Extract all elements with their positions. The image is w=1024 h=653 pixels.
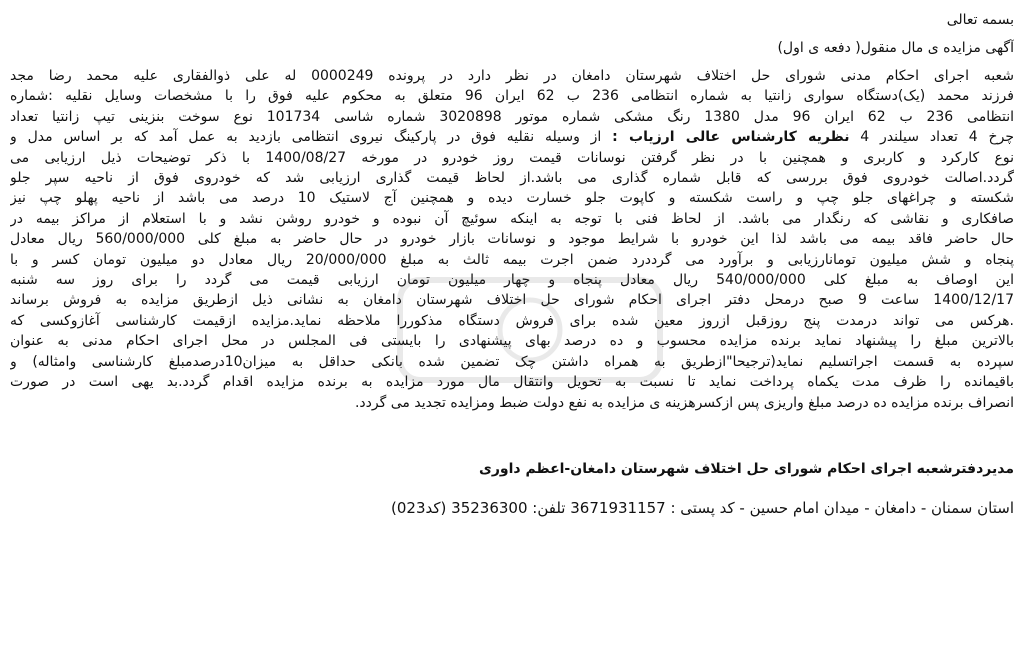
body-line: انصراف برنده مزایده ده درصد مبلغ واریزی پس ازکسرهزینه ی مزایده به نفع دولت ضبط ومزایده تجدید می گردد.	[354, 394, 1014, 411]
body-line: سپرده به قسمت اجراتسلیم نماید(ترجیحا"ازطریق به همراه داشتن چک تضمین شده بانکی حداقل به میزان10درصدمبلغ کارشناسی وامثاله) و	[10, 353, 1014, 370]
body-line-with-expert	[10, 127, 1014, 147]
body-line: شعبه اجرای احکام مدنی شورای حل اختلاف شهرستان دامغان در نظر دارد در پرونده 0000249 له علی ذوالفقاری علیه محمد رضا مجد	[10, 68, 1014, 84]
body-line: باقیمانده را ظرف مدت یکماه پرداخت نماید تا نسبت به تحویل وانتقال مال مورد مزایده به برنده مزایده اقدام گردد.بد یهی است در صورت	[10, 374, 1014, 391]
expert-opinion-phrase: نظریه کارشناس عالی ارزیاب :	[612, 129, 850, 146]
notice-body	[10, 66, 1014, 413]
office-manager-signature: مدیردفترشعبه اجرای احکام شورای حل اختلاف شهرستان دامغان-اعظم داوری	[479, 460, 1014, 477]
body-line: گردد.اصالت خودروی فوق بررسی که قابل شماره گذاری می باشد.از لحاظ قیمت گذاری ارزیابی شد که خودروی فوق از ناحیه سپر جلو	[10, 170, 1014, 187]
office-address: استان سمنان - دامغان - میدان امام حسین - کد پستی : 3671931157 تلفن: 35236300 (کد023)	[391, 498, 1014, 517]
body-line: حال حاضر فاقد بیمه می باشد لذا این خودرو با شرایط موجود و نوسانات بازار خودرو در حال حاضر به مبلغ کلی 560/000/000 ریال معادل	[10, 231, 1014, 248]
invocation-heading: بسمه تعالی	[946, 12, 1014, 28]
body-line: پنجاه و شش میلیون تومانارزیابی و برآورد می گرددرد ضمن اجرت بیمه ثالث به مبلغ 20/000/000 ریال معادل دو میلیون تومان کسر و با	[10, 251, 1014, 268]
body-line-start: چرخ 4 تعداد سیلندر 4	[849, 129, 1014, 146]
body-line: 1400/12/17 ساعت 9 صبح درمحل دفتر اجرای احکام شورای حل اختلاف شهرستان دامغان به نشانی ذیل ازطریق مزایده به فروش برساند	[10, 292, 1014, 309]
body-line: این اوصاف به مبلغ کلی 540/000/000 ریال معادل پنجاه و چهار میلیون تومان ارزیابی قیمت می گردد را برای روز سه شنبه	[10, 272, 1014, 289]
body-line: نوع کارکرد و کاربری و همچنین با در نظر گرفتن نوسانات قیمت روز خودرو در مورخه 1400/08/27 با ذکر توضیحات ذیل ارزیابی می	[10, 149, 1014, 166]
body-line: بالاترین مبلغ را پیشنهاد نماید برنده مزایده محسوب و ده درصد بهای پیشنهادی را بایستی فی المجلس در محل اجرای احکام مدنی به عنوان	[10, 333, 1014, 350]
body-line: انتظامی 236 ب 62 ایران 96 مدل 1380 رنگ مشکی شماره موتور 3020898 شماره شاسی 101734 نوع سوخت بنزینی تیپ زانتیا تعداد	[10, 108, 1014, 125]
body-line: .هرکس می تواند درمدت پنج روزقبل ازروز معین شده برای فروش دستگاه مذکوررا ملاحظه نماید.مزایده ازقیمت کارشناسی آغازوکسی که	[10, 312, 1014, 329]
notice-title: آگهی مزایده ی مال منقول( دفعه ی اول)	[777, 40, 1014, 56]
body-line: شکسته و چراغهای جلو چپ و راست شکسته و کاپوت جلو خسارت دیده و همچنین آج لاستیک 10 درصد می باشد از ناحیه پهلو چپ نیز	[10, 190, 1014, 207]
body-line: فرزند محمد (یک)دستگاه سواری زانتیا به شماره انتظامی 236 ب 62 ایران 96 متعلق به محکوم علیه فوق را با مشخصات وسایل نقلیه :شماره	[10, 88, 1014, 105]
body-line: صافکاری و نقاشی که رنگدار می باشد. از لحاظ فنی با توجه به اینکه سوئیچ آن نبوده و خودرو روشن نشد و با استعلام از مراکز بیمه در	[10, 210, 1014, 227]
body-line-rest: از وسیله نقلیه فوق در پارکینگ نیروی انتظامی بازدید به عمل آمد که بر اساس مدل و	[10, 129, 613, 146]
